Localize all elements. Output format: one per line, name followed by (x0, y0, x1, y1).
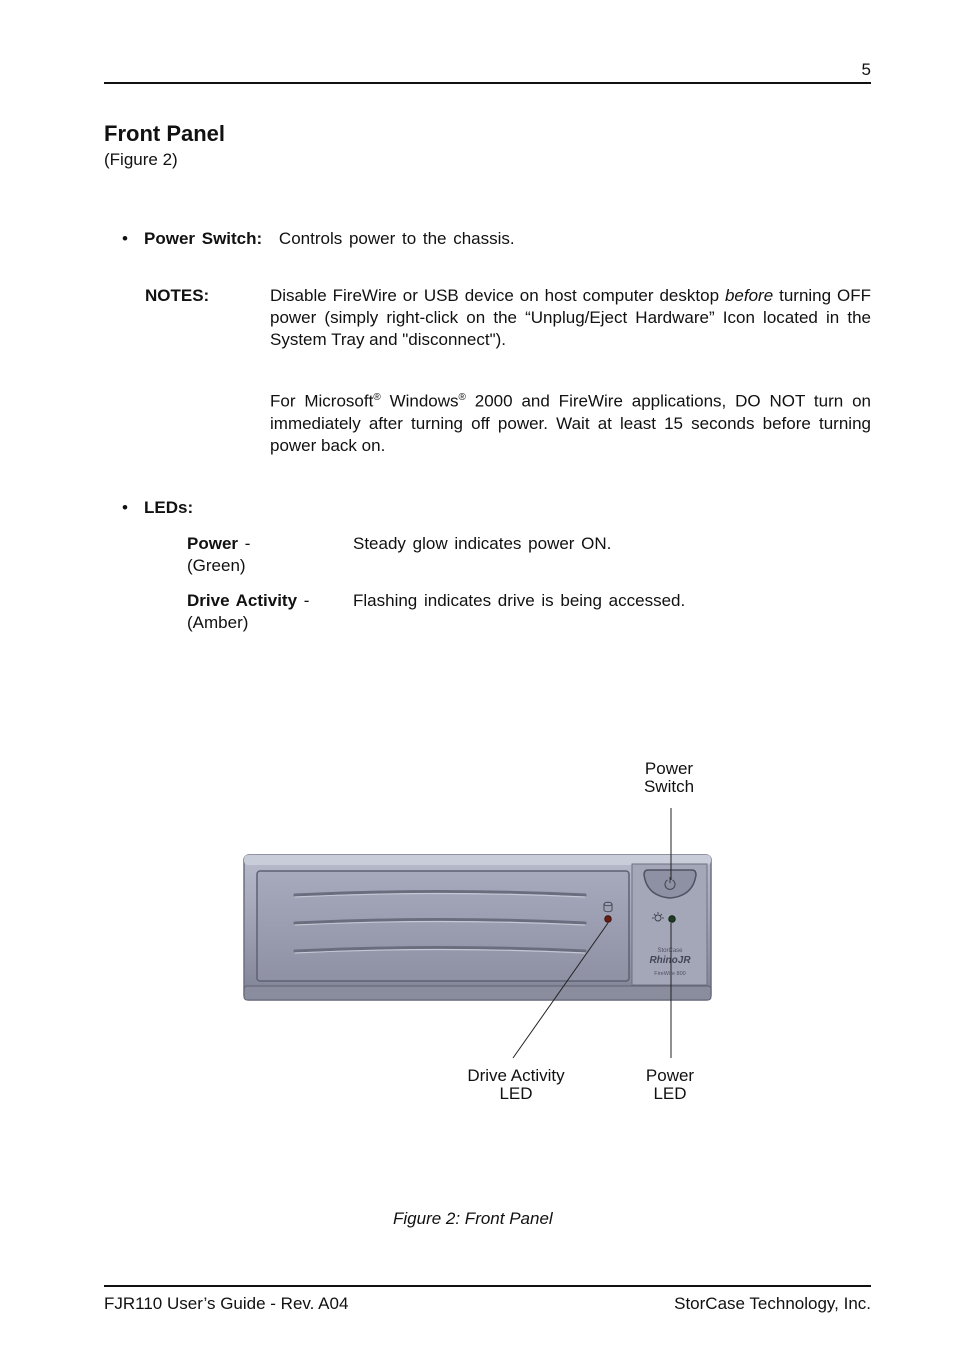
callout-power-led-line1: Power (645, 1066, 695, 1085)
power-led (669, 916, 676, 923)
figure-caption: Figure 2: Front Panel (393, 1209, 553, 1228)
drive-door (257, 871, 629, 981)
led-power-color: (Green) (187, 556, 246, 575)
led-drive-dash: - (297, 591, 310, 610)
registered-mark: ® (458, 392, 466, 403)
led-power-label: Power (187, 534, 239, 553)
note-1-text-b: turning OFF power (simply right-click on the “Unplug/Eject Hardware” Icon located in the System Tray and "disconnect"). (270, 286, 872, 349)
page-number: 5 (861, 60, 871, 79)
power-switch-label: Power Switch: (144, 229, 263, 248)
power-switch-text: Controls power to the chassis. (278, 229, 515, 248)
led-drive-desc: Flashing indicates drive is being accessed. (353, 591, 686, 610)
header-rule (104, 82, 871, 84)
led-power-desc: Steady glow indicates power ON. (353, 534, 612, 553)
note-2 (270, 387, 871, 457)
callout-drive-led-line1: Drive Activity (467, 1066, 565, 1085)
note-2-text-c: 2000 and FireWire applications, DO NOT turn on immediately after turning off power. Wait at least 15 seconds before turning power back on. (270, 391, 871, 455)
led-power-name (187, 533, 250, 577)
notes-label: NOTES: (145, 286, 210, 305)
note-1-text-a: Disable FireWire or USB device on host computer desktop (270, 286, 725, 305)
callout-power-led-line2: LED (653, 1084, 687, 1103)
leds-label: LEDs: (144, 498, 194, 517)
callout-power-led (620, 1067, 720, 1103)
device-brand: StorCase (657, 948, 683, 954)
led-drive-name (187, 590, 309, 634)
note-1-emphasis: before (724, 286, 774, 305)
device-model: RhinoJR (649, 955, 691, 966)
led-power-dash: - (238, 534, 251, 553)
footer-right: StorCase Technology, Inc. (674, 1294, 871, 1313)
note-2-text-a: For Microsoft (270, 391, 374, 411)
drive-activity-led (605, 916, 612, 923)
callout-power-switch (619, 760, 719, 796)
registered-mark: ® (373, 392, 381, 403)
front-panel-illustration (240, 800, 720, 1065)
footer-rule (104, 1285, 871, 1287)
led-drive-color: (Amber) (187, 613, 249, 632)
callout-drive-led-line2: LED (499, 1084, 533, 1103)
bullet-power-switch (122, 229, 515, 249)
note-1 (270, 285, 871, 351)
bullet-leds (122, 498, 193, 518)
section-title: Front Panel (104, 121, 226, 146)
bullet-dot: • (122, 229, 128, 248)
device-sub: FireWire 800 (654, 971, 686, 977)
footer-left: FJR110 User’s Guide - Rev. A04 (104, 1294, 349, 1313)
chassis-base (244, 986, 711, 1000)
section-subtitle: (Figure 2) (104, 150, 178, 169)
note-2-text-b: Windows (380, 391, 459, 411)
callout-power-switch-line1: Power (644, 759, 694, 778)
bullet-dot: • (122, 498, 128, 517)
led-drive-label: Drive Activity (187, 591, 298, 610)
callout-power-switch-line2: Switch (643, 777, 695, 796)
callout-drive-led (446, 1067, 586, 1103)
